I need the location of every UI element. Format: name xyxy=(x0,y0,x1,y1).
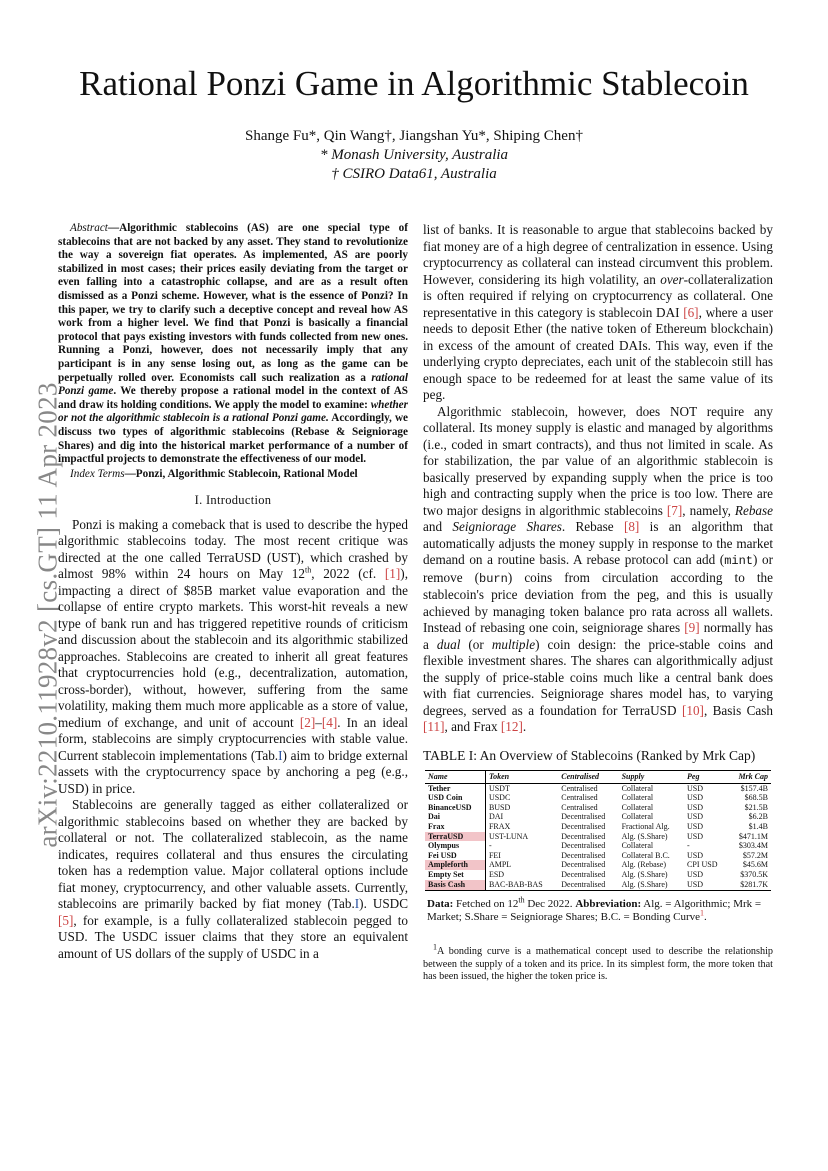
paper-title: Rational Ponzi Game in Algorithmic Stablecoin xyxy=(79,64,749,103)
citation-link[interactable]: [7] xyxy=(666,502,683,518)
intro-paragraph-1: Ponzi is making a comeback that is used to describe the hyped algorithmic stablecoins today. The most recent critique was directed at the one called TerraUSD (UST), which crashed by almost 98% within 24 hours on May 12th, 2022 (cf. [1]), impacting a direct of $85B market value evaporation and the collapse of entire crypto markets. This worst-hit reveals a new type of bank run and has triggered repetitive rounds of criticism and discussion about the stablecoin and its algorithmic stabilized approaches. Stablecoins are created to inherit all great features that cryptocurrencies hold (e.g., decentralization, automation, cross-border), without, however, suffering from the same volatility, making them much more applicable as a store of value, medium of exchange, and unit of account [2]–[4]. In an ideal form, stablecoins are simply cryptocurrencies with stable value. Current stablecoin implementations (Tab.I) aim to bridge external assets with the cryptocurrency space by anchoring a peg (e.g., USD) in price. xyxy=(58,516,409,796)
citation-link[interactable]: [1] xyxy=(384,566,401,582)
table-ref-link[interactable]: I xyxy=(354,896,360,912)
citation-link[interactable]: [8] xyxy=(623,519,640,534)
intro-paragraph-2: Stablecoins are generally tagged as either collateralized or algorithmic stablecoins based on whether they are backed by collateral or not. The collateralized stablecoin, as the name indicates, requires collateral and thus ensures the circulating token has a redemption value. Major collateral options include fiat money, cryptocurrency, and other valuable assets. Currently, stablecoins are primarily backed by fiat money (Tab.I). USDC [5], for example, is a fully collateralized stablecoin pegged to USD. The USDC issuer claims that they store an equivalent amount of US dollars of the supply of USDC in a xyxy=(58,797,408,961)
citation-link[interactable]: [12] xyxy=(500,719,523,734)
affiliation-csiro: † CSIRO Data61, Australia xyxy=(331,166,497,182)
abstract-lead: Abstract xyxy=(70,222,108,234)
citation-link[interactable]: [4] xyxy=(321,714,338,730)
table-caption: TABLE I: An Overview of Stablecoins (Ranked by Mrk Cap) xyxy=(423,747,756,763)
table-row: Fei USD FEI Decentralised Collateral B.C. USD $57.2M xyxy=(425,851,771,861)
table-row: Empty Set ESD Decentralised Alg. (S.Share) USD $370.5K xyxy=(425,870,771,880)
arxiv-identifier: arXiv:2210.11928v2 [cs.GT] 11 Apr 2023 xyxy=(32,382,63,848)
highlighted-name-cell: Basis Cash xyxy=(425,880,485,891)
abstract: Abstract—Algorithmic stablecoins (AS) are one special type of stablecoins that are not backed by any asset. They stand to revolutionize the way a sovereign fiat operates. As implemented, AS are poorly stabilized in most cases; their prices easily deviating from the target or even falling into a catastrophic collapse, and are as a result often dismissed as a Ponzi scheme. However, what is the essence of Ponzi? In this paper, we try to clarify such a deceptive concept and reveal how AS work from a higher level. We find that Ponzi is basically a financial protocol that pays existing investors with funds collected from new ones. Running a Ponzi, however, does not necessarily imply that any participant is in any sense losing out, as long as the game can be perpetually rolled over. Economists call such realization as a rational Ponzi game. We thereby propose a rational model in the context of AS and draw its holding conditions. We apply the model to examine: whether or not the algorithmic stablecoin is a rational Ponzi game. Accordingly, we discuss two types of algorithmic stablecoins (Rebase & Seigniorage Shares) and dig into the historical market performance of a number of impactful projects to demonstrate the effectiveness of our model. xyxy=(58,222,409,466)
table-row: Dai DAI Decentralised Collateral USD $6.2B xyxy=(425,812,771,822)
citation-link[interactable]: [2] xyxy=(299,714,316,730)
author-list: Shange Fu*, Qin Wang†, Jiangshan Yu*, Shiping Chen† xyxy=(245,128,583,144)
citation-link[interactable]: [9] xyxy=(684,620,700,635)
right-paragraph-1: list of banks. It is reasonable to argue that stablecoins backed by fiat money are of a high degree of centralization in essence. Using cryptocurrency as collateral can instead circumvent this problem. However, considering its high volatility, an over-collateralization is often required if relying on cryptocurrency as collateral. One representative in this category is stablecoin DAI [6], where a user needs to deposit Ether (the native token of Ethereum blockchain) in excess of the amount of created DAIs. This way, even if the underlying crypto depreciates, each unit of the stablecoin still has enough space to be redeemed for at least the same value of its peg. xyxy=(423,222,773,402)
right-column xyxy=(423,222,773,983)
table-ref-link[interactable]: I xyxy=(278,747,283,763)
citation-link[interactable]: [11] xyxy=(423,719,445,734)
footnote-ref-link[interactable]: 1 xyxy=(700,908,705,918)
table-row: Basis Cash BAC-BAB-BAS Decentralised Alg. (S.Share) USD $281.7K xyxy=(425,880,771,891)
stablecoin-table xyxy=(425,770,771,891)
table-header-row xyxy=(425,771,771,784)
highlighted-name-cell: TerraUSD xyxy=(425,832,485,842)
citation-link[interactable]: [5] xyxy=(58,912,74,928)
column-header-token: Token xyxy=(485,771,558,784)
footnote: $^1$A bonding curve is a mathematical concept used to describe the relationship between the supply of a token and its price. In its simplest form, the more token that has been issued, the higher the token price is. xyxy=(423,942,773,982)
table-note: Data: Fetched on 12th Dec 2022. Abbreviation: Alg. = Algorithmic; Mrk = Market; S.Share = Seigniorage Shares; B.C. = Bonding Curve$^1$. xyxy=(427,895,762,924)
column-header-centralised: Centralised xyxy=(558,771,618,784)
column-header-supply: Supply xyxy=(619,771,684,784)
citation-link[interactable]: [10] xyxy=(681,702,704,718)
highlighted-name-cell: Ampleforth xyxy=(425,860,485,870)
right-paragraph-2: Algorithmic stablecoin, however, does NOT require any collateral. Its money supply is elastic and managed by algorithms (i.e., coded in smart contracts), and thus not limited in scale. As for stabilization, the par value of an algorithmic stablecoin is basically preserved by expanding supply when the price is too high and contracting supply when the price is too low. There are two major designs in algorithmic stablecoins [7], namely, Rebase and Seigniorage Shares. Rebase [8] is an algorithm that automatically adjusts the money supply in response to the market demand on a routine basis. A rebase protocol can add (mint) or remove (burn) coins from circulation according to the stablecoin's price deviation from the peg, and this is usually achieved by managing token balance pro rata across all wallets. Instead of rebasing one coin, seigniorage shares [9] normally has a dual (or multiple) coin design: the price-stable coins and flexible investment shares. The shares can algorithmically adjust the supply of price-stable coins much like a central bank does with fiat currencies. Seigniorage shares model has, to varying degrees, served as a foundation for TerraUSD [10], Basis Cash [11], and Frax [12]. xyxy=(423,403,773,734)
column-header-name: Name xyxy=(425,771,485,784)
affiliation-monash: * Monash University, Australia xyxy=(319,147,509,163)
table-row: BinanceUSD BUSD Centralised Collateral USD $21.5B xyxy=(425,803,771,813)
table-row: Olympus - Decentralised Collateral - $303.4M xyxy=(425,841,771,851)
column-header-peg: Peg xyxy=(684,771,728,784)
citation-link[interactable]: [6] xyxy=(683,304,699,320)
column-header-market-cap: Mrk Cap xyxy=(728,771,771,784)
table-row: Frax FRAX Decentralised Fractional Alg. USD $1.4B xyxy=(425,822,771,832)
left-column xyxy=(58,222,408,962)
index-terms: Index Terms—Ponzi, Algorithmic Stablecoin, Rational Model xyxy=(70,467,358,480)
section-heading-introduction: I. Introduction xyxy=(194,493,272,508)
table-row: TerraUSD UST-LUNA Decentralised Alg. (S.Share) USD $471.1M xyxy=(425,832,771,842)
table-row: USD Coin USDC Centralised Collateral USD $68.5B xyxy=(425,793,771,803)
table-row: Ampleforth AMPL Decentralised Alg. (Rebase) CPI USD $45.6M xyxy=(425,860,771,870)
table-row: Tether USDT Centralised Collateral USD $157.4B xyxy=(425,783,771,793)
